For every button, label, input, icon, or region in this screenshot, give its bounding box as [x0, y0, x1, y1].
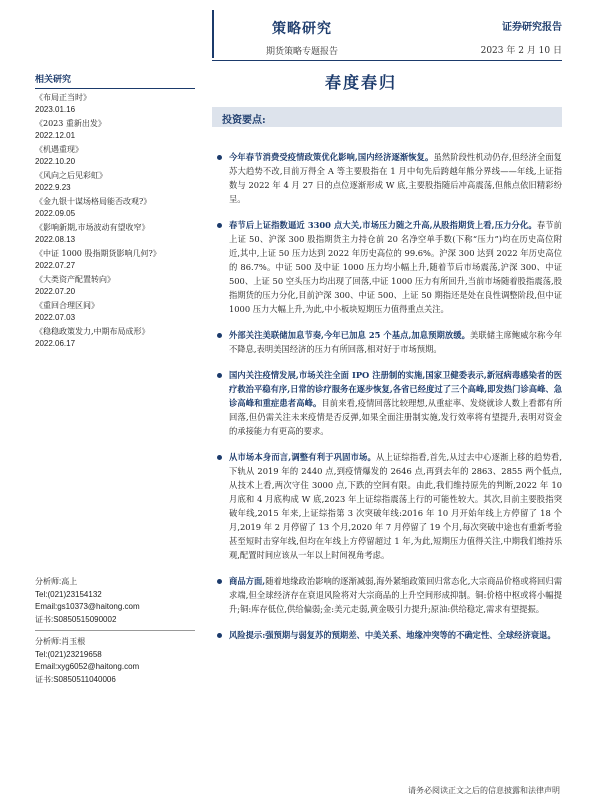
related-item-date: 2023.01.16 — [35, 105, 76, 114]
bullet-dot-icon — [217, 579, 222, 584]
related-research-title: 相关研究 — [35, 72, 195, 89]
related-item-title[interactable]: 《风向之后见彩虹》 — [35, 171, 107, 180]
bullet-dot-icon — [217, 333, 222, 338]
document-title: 春度春归 — [325, 73, 398, 92]
related-item-date: 2022.9.23 — [35, 183, 71, 192]
related-item-title[interactable]: 《机遇重现》 — [35, 145, 83, 154]
section-heading: 投资要点: — [222, 115, 266, 126]
related-item-date: 2022.08.13 — [35, 235, 76, 244]
key-point-lead: 从市场本身而言,调整有利于巩固市场。 — [229, 452, 376, 462]
related-item-date: 2022.09.05 — [35, 209, 76, 218]
analyst-tel: Tel:(021)23219658 — [35, 649, 102, 659]
related-item[interactable] — [35, 170, 195, 193]
related-item[interactable] — [35, 248, 195, 271]
related-item-title[interactable]: 《布局正当时》 — [35, 93, 91, 102]
key-point — [215, 368, 562, 438]
related-item-date: 2022.06.17 — [35, 339, 76, 348]
related-item-title[interactable]: 《中证 1000 股指期货影响几何?》 — [35, 249, 161, 258]
key-point — [215, 450, 562, 562]
related-item-title[interactable]: 《影响新期,市场波动有望收窄》 — [35, 223, 150, 232]
analyst-block — [35, 576, 195, 626]
key-point-text: 虽然阶段性机动仍存,但经济全面复苏大趋势不改,目前万得全 A 等主要股指在 1 月中旬先后跨越年熊分界线——年线,上证指数与 2022 年 4 月 27 日的点位逐渐形成 W 底,主要股指随后冲高震荡,但熊点依旧精彩纷呈。 — [229, 152, 562, 204]
key-point-lead: 外部关注美联储加息节奏,今年已加息 25 个基点,加息预期放缓。 — [229, 330, 470, 340]
key-point-text: 随着地缘政治影响的逐渐减弱,海外紧缩政策回归常态化,大宗商品价格或将回归需求端,但全球经济存在衰退风险将对大宗商品的上升空间形成抑制。铜:价格中枢或将小幅提升;铜:库存低位,供给偏弱;金:美元走弱,黄金吸引力提升;原油:供给稳定,需求有望提振。 — [229, 576, 562, 614]
key-point-lead: 今年春节消费受疫情政策优化影响,国内经济逐渐恢复。 — [229, 152, 434, 162]
header-right — [481, 18, 562, 56]
bullet-dot-icon — [217, 633, 222, 638]
related-research — [35, 72, 195, 349]
key-point — [215, 218, 562, 316]
header-subtitle: 期货策略专题报告 — [265, 47, 338, 57]
related-item[interactable] — [35, 144, 195, 167]
header-center — [212, 18, 392, 57]
key-point — [215, 628, 562, 642]
related-item[interactable] — [35, 326, 195, 349]
key-point-lead: 春节后上证指数逼近 3300 点大关,市场压力随之升高,从股指期货上看,压力分化。 — [229, 220, 537, 230]
analyst-name: 分析师:肖玉根 — [35, 637, 86, 646]
key-point-text: 从上证综指看,首先,从过去中心逐渐上移的趋势看,下轨从 2019 年的 2440 点,到疫情爆发的 2646 点,再到去年的 2863、2855 两个低点,从技术上看,两次守住 3000 点,下跌的空间有限。由此,我们维持原先的判断,2022 年 10 月底和 4 月底构成 W 底,2023 年上证综指震荡上行的可能性较大。其次,目前主要股指突破年线,2015 年来,上证综指第 3 次突破年线:2016 年 10 月开始年线上方停留了 18 个月,2019 年 2 月停留了 13 个月,2020 年 7 月停留了 19 个月,每次突破中途也有重新考验甚至短时击穿年线,但均在年线上方停留超过 1 年,为此,短期压力值得关注,中期我们维持乐观,配置时间应该从一年以上时间视角考虑。 — [229, 452, 563, 560]
report-date: 2023 年 2 月 10 日 — [480, 46, 562, 56]
analyst-cert: 证书:S0850511040006 — [35, 674, 116, 684]
related-item-date: 2022.10.20 — [35, 157, 76, 166]
related-item-title[interactable]: 《大类资产配置转向》 — [35, 275, 115, 284]
analyst-divider — [35, 630, 195, 631]
bullet-dot-icon — [217, 155, 222, 160]
related-item[interactable] — [35, 92, 195, 115]
key-point-text: 目前来看,疫情回落比较理想,从重症率、发烧就诊人数上看都有所回落,但仍需关注未来疫情是否反弹,如果全面注册制实施,发行效率将有望提升,表明对资金的承接能力有更高的要求。 — [229, 398, 562, 436]
report-type: 证券研究报告 — [502, 22, 562, 33]
disclaimer-footer: 请务必阅读正文之后的信息披露和法律声明 — [408, 786, 560, 795]
bullet-dot-icon — [217, 373, 222, 378]
related-item-date: 2022.07.27 — [35, 261, 76, 270]
bullet-dot-icon — [217, 223, 222, 228]
header-rule — [212, 60, 562, 61]
header-title: 策略研究 — [272, 21, 332, 37]
related-item-date: 2022.12.01 — [35, 131, 76, 140]
related-item[interactable] — [35, 300, 195, 323]
related-item-date: 2022.07.20 — [35, 287, 76, 296]
related-item[interactable] — [35, 196, 195, 219]
related-item[interactable] — [35, 222, 195, 245]
analyst-name: 分析师:高上 — [35, 577, 78, 586]
analyst-email[interactable]: Email:gs10373@haitong.com — [35, 602, 140, 611]
related-item-title[interactable]: 《金九银十谋场格局能否改观?》 — [35, 197, 152, 206]
key-point-text: 春节前上证 50、沪深 300 股指期货主力持仓前 20 名净空单手数(下称“压力”)均在历史高位附近,其中,上证 50 压力达到 2022 年历史高位的 99.6%。沪深 300 达到 2022 年历史高位的 86.7%。中证 500 及中证 1000 压力均小幅上升,随着节后市场震荡,沪深 300、中证 500、上证 50 空头压力均出现了回落,中证 1000 压力有所回升,当前市场随着股指震荡,股指期货的压力分化,目前沪深 300、中证 500、上证 50 期指还是处在良性调整阶段,但中证 1000 压力大幅上升,为此,中小板块短期压力值得重点关注。 — [229, 220, 562, 314]
related-item[interactable] — [35, 274, 195, 297]
key-point-text: 美联储主席鲍威尔称今年不降息,表明美国经济的压力有所回落,相对好于市场预期。 — [229, 330, 562, 354]
key-point — [215, 150, 562, 206]
related-item-title[interactable]: 《重回合理区间》 — [35, 301, 99, 310]
analyst-tel: Tel:(021)23154132 — [35, 589, 102, 599]
analyst-email[interactable]: Email:xyg6052@haitong.com — [35, 662, 140, 671]
related-item[interactable] — [35, 118, 195, 141]
key-point-lead: 风险提示:强预期与弱复苏的预期差、中美关系、地缘冲突等的不确定性、全球经济衰退。 — [229, 630, 556, 640]
bullet-dot-icon — [217, 455, 222, 460]
related-item-date: 2022.07.03 — [35, 313, 76, 322]
analyst-block — [35, 636, 195, 686]
related-item-title[interactable]: 《2023 重新出发》 — [35, 119, 106, 128]
key-point — [215, 328, 562, 356]
key-point-lead: 国内关注疫情发展,市场关注全面 IPO 注册制的实施,国家卫健委表示,新冠病毒感染者的医疗救治平稳有序,日常的诊疗服务在逐步恢复,各省已经度过了三个高峰,即发热门诊高峰、急诊高峰和重症患者高峰。 — [229, 370, 562, 408]
key-point — [215, 574, 562, 616]
related-item-title[interactable]: 《稳稳政策发力,中期布局成形》 — [35, 327, 150, 336]
analyst-cert: 证书:S0850515090002 — [35, 614, 117, 624]
analyst-contacts — [35, 576, 195, 690]
key-point-lead: 商品方面, — [229, 576, 266, 586]
header-blank — [0, 0, 212, 62]
key-points — [215, 150, 562, 654]
